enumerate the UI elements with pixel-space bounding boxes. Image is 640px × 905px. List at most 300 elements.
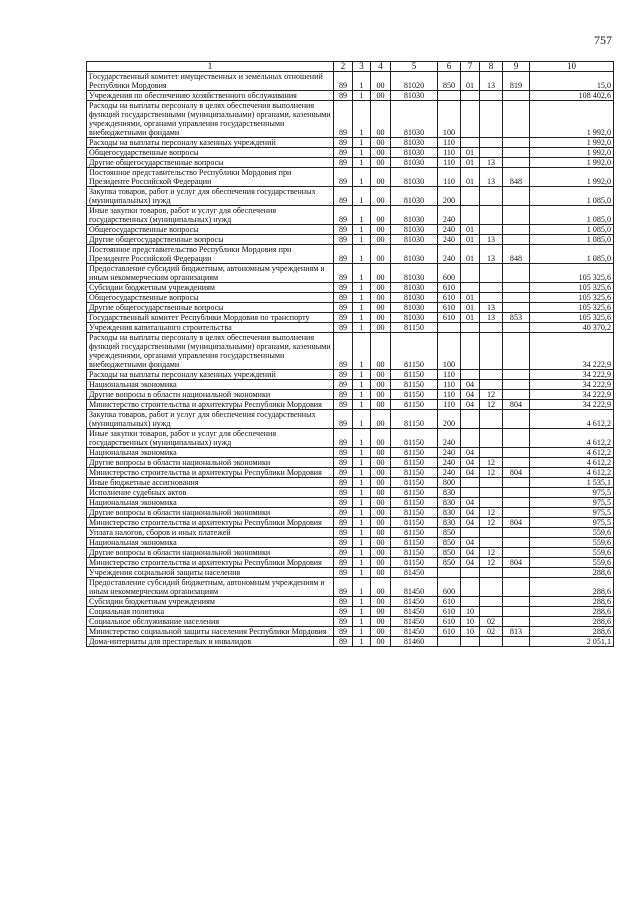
table-row	[87, 245, 614, 264]
table-row	[87, 410, 614, 429]
cell-code-2: 89	[334, 498, 353, 508]
cell-vr: 610	[438, 617, 461, 627]
cell-grbs: 804	[503, 558, 530, 568]
cell-target: 81030	[391, 168, 438, 187]
cell-grbs	[503, 187, 530, 206]
row-name: Закупка товаров, работ и услуг для обеспечения государственных (муниципальных) нужд	[87, 187, 334, 206]
cell-code-4: 00	[371, 91, 391, 101]
cell-code-3: 1	[353, 380, 371, 390]
cell-amount: 2 051,1	[530, 637, 614, 647]
table-row	[87, 283, 614, 293]
cell-grbs	[503, 448, 530, 458]
cell-pr: 13	[480, 303, 503, 313]
cell-amount: 288,6	[530, 568, 614, 578]
row-name: Другие общегосударственные вопросы	[87, 303, 334, 313]
cell-code-4: 00	[371, 370, 391, 380]
cell-code-4: 00	[371, 264, 391, 283]
cell-code-4: 00	[371, 380, 391, 390]
cell-vr: 610	[438, 597, 461, 607]
row-name: Национальная экономика	[87, 448, 334, 458]
row-name: Министерство строительства и архитектуры Республики Мордовия	[87, 558, 334, 568]
table-row	[87, 225, 614, 235]
cell-pr: 13	[480, 168, 503, 187]
row-name: Иные бюджетные ассигнования	[87, 478, 334, 488]
cell-rz: 01	[461, 245, 480, 264]
cell-grbs	[503, 548, 530, 558]
table-row	[87, 429, 614, 448]
cell-grbs: 853	[503, 313, 530, 323]
cell-code-3: 1	[353, 627, 371, 637]
row-name: Другие вопросы в области национальной экономики	[87, 508, 334, 518]
cell-rz: 01	[461, 168, 480, 187]
cell-grbs: 848	[503, 168, 530, 187]
cell-vr: 110	[438, 400, 461, 410]
table-row	[87, 72, 614, 91]
cell-code-4: 00	[371, 187, 391, 206]
table-row	[87, 458, 614, 468]
cell-code-3: 1	[353, 578, 371, 597]
cell-code-4: 00	[371, 508, 391, 518]
cell-pr	[480, 225, 503, 235]
cell-amount: 40 370,2	[530, 323, 614, 333]
cell-code-2: 89	[334, 283, 353, 293]
cell-pr: 12	[480, 548, 503, 558]
cell-target: 81030	[391, 138, 438, 148]
cell-code-4: 00	[371, 627, 391, 637]
cell-code-3: 1	[353, 390, 371, 400]
cell-code-4: 00	[371, 429, 391, 448]
cell-target: 81450	[391, 617, 438, 627]
cell-code-3: 1	[353, 488, 371, 498]
cell-code-3: 1	[353, 637, 371, 647]
cell-grbs: 804	[503, 400, 530, 410]
table-row	[87, 380, 614, 390]
table-row	[87, 637, 614, 647]
cell-code-3: 1	[353, 518, 371, 528]
cell-grbs	[503, 578, 530, 597]
cell-rz: 04	[461, 468, 480, 478]
cell-rz: 10	[461, 617, 480, 627]
cell-code-2: 89	[334, 558, 353, 568]
cell-pr: 12	[480, 458, 503, 468]
budget-table	[86, 61, 614, 647]
cell-amount: 1 085,0	[530, 245, 614, 264]
row-name: Субсидии бюджетным учреждениям	[87, 283, 334, 293]
cell-rz: 01	[461, 303, 480, 313]
row-name: Другие общегосударственные вопросы	[87, 158, 334, 168]
cell-vr: 830	[438, 508, 461, 518]
cell-code-4: 00	[371, 548, 391, 558]
cell-target: 81150	[391, 429, 438, 448]
row-name: Государственный комитет имущественных и земельных отношений Республики Мордовия	[87, 72, 334, 91]
cell-rz	[461, 528, 480, 538]
cell-code-3: 1	[353, 448, 371, 458]
cell-grbs	[503, 370, 530, 380]
cell-vr: 830	[438, 498, 461, 508]
cell-amount: 4 612,2	[530, 410, 614, 429]
cell-vr: 110	[438, 138, 461, 148]
cell-target: 81450	[391, 597, 438, 607]
cell-code-2: 89	[334, 187, 353, 206]
cell-target: 81030	[391, 206, 438, 225]
column-header: 3	[353, 62, 371, 72]
row-name: Дома-интернаты для престарелых и инвалидов	[87, 637, 334, 647]
cell-rz: 04	[461, 498, 480, 508]
cell-target: 81030	[391, 158, 438, 168]
cell-vr: 240	[438, 458, 461, 468]
table-row	[87, 498, 614, 508]
cell-rz	[461, 478, 480, 488]
cell-amount: 34 222,9	[530, 400, 614, 410]
cell-target: 81030	[391, 313, 438, 323]
cell-pr	[480, 578, 503, 597]
cell-amount: 975,5	[530, 488, 614, 498]
cell-code-3: 1	[353, 283, 371, 293]
cell-pr	[480, 429, 503, 448]
table-row	[87, 206, 614, 225]
cell-code-3: 1	[353, 313, 371, 323]
cell-target: 81450	[391, 578, 438, 597]
cell-code-2: 89	[334, 370, 353, 380]
cell-code-4: 00	[371, 323, 391, 333]
cell-grbs	[503, 323, 530, 333]
cell-amount: 1 992,0	[530, 101, 614, 138]
cell-code-3: 1	[353, 101, 371, 138]
cell-code-3: 1	[353, 410, 371, 429]
cell-pr: 13	[480, 72, 503, 91]
cell-code-4: 00	[371, 390, 391, 400]
cell-target: 81020	[391, 72, 438, 91]
row-name: Расходы на выплаты персоналу казенных учреждений	[87, 138, 334, 148]
cell-code-4: 00	[371, 568, 391, 578]
cell-rz: 04	[461, 538, 480, 548]
cell-target: 81030	[391, 245, 438, 264]
cell-code-4: 00	[371, 138, 391, 148]
cell-code-4: 00	[371, 333, 391, 370]
table-row	[87, 508, 614, 518]
cell-code-4: 00	[371, 558, 391, 568]
cell-code-4: 00	[371, 313, 391, 323]
cell-vr: 200	[438, 187, 461, 206]
cell-code-3: 1	[353, 245, 371, 264]
cell-pr	[480, 637, 503, 647]
row-name: Национальная экономика	[87, 380, 334, 390]
cell-vr: 850	[438, 538, 461, 548]
cell-pr	[480, 488, 503, 498]
cell-grbs: 804	[503, 518, 530, 528]
row-name: Постоянное представительство Республики Мордовия при Президенте Российской Федерации	[87, 245, 334, 264]
cell-vr: 240	[438, 448, 461, 458]
cell-amount: 34 222,9	[530, 390, 614, 400]
cell-vr	[438, 323, 461, 333]
cell-rz	[461, 637, 480, 647]
cell-code-2: 89	[334, 538, 353, 548]
cell-code-4: 00	[371, 468, 391, 478]
cell-pr: 12	[480, 468, 503, 478]
table-row	[87, 548, 614, 558]
cell-target: 81460	[391, 637, 438, 647]
cell-code-4: 00	[371, 225, 391, 235]
cell-code-4: 00	[371, 283, 391, 293]
cell-amount: 15,0	[530, 72, 614, 91]
cell-pr	[480, 148, 503, 158]
cell-code-3: 1	[353, 168, 371, 187]
cell-grbs	[503, 390, 530, 400]
cell-code-3: 1	[353, 225, 371, 235]
cell-code-2: 89	[334, 637, 353, 647]
cell-target: 81150	[391, 548, 438, 558]
cell-pr	[480, 478, 503, 488]
table-row	[87, 101, 614, 138]
cell-target: 81030	[391, 187, 438, 206]
cell-code-2: 89	[334, 488, 353, 498]
cell-target: 81030	[391, 148, 438, 158]
cell-amount: 34 222,9	[530, 333, 614, 370]
table-row	[87, 148, 614, 158]
cell-pr	[480, 597, 503, 607]
cell-rz	[461, 410, 480, 429]
cell-vr: 610	[438, 283, 461, 293]
cell-target: 81150	[391, 390, 438, 400]
cell-vr: 600	[438, 578, 461, 597]
cell-rz	[461, 101, 480, 138]
cell-code-2: 89	[334, 206, 353, 225]
cell-code-3: 1	[353, 400, 371, 410]
cell-code-2: 89	[334, 508, 353, 518]
cell-vr: 200	[438, 410, 461, 429]
cell-target: 81450	[391, 607, 438, 617]
cell-grbs: 848	[503, 245, 530, 264]
cell-code-4: 00	[371, 101, 391, 138]
cell-code-2: 89	[334, 617, 353, 627]
row-name: Учреждения социальной защиты населения	[87, 568, 334, 578]
table-row	[87, 488, 614, 498]
cell-amount: 4 612,2	[530, 429, 614, 448]
cell-code-3: 1	[353, 478, 371, 488]
cell-code-4: 00	[371, 72, 391, 91]
cell-code-3: 1	[353, 548, 371, 558]
cell-grbs	[503, 158, 530, 168]
cell-code-2: 89	[334, 225, 353, 235]
cell-code-4: 00	[371, 168, 391, 187]
row-name: Предоставление субсидий бюджетным, автономным учреждениям и иным некоммерческим организациям	[87, 264, 334, 283]
cell-rz	[461, 206, 480, 225]
cell-code-2: 89	[334, 138, 353, 148]
cell-amount: 108 402,6	[530, 91, 614, 101]
table-row	[87, 627, 614, 637]
table-row	[87, 478, 614, 488]
cell-pr: 13	[480, 158, 503, 168]
cell-code-3: 1	[353, 323, 371, 333]
cell-code-2: 89	[334, 72, 353, 91]
cell-amount: 34 222,9	[530, 370, 614, 380]
cell-code-4: 00	[371, 528, 391, 538]
cell-code-2: 89	[334, 333, 353, 370]
cell-grbs: 804	[503, 468, 530, 478]
cell-code-4: 00	[371, 538, 391, 548]
cell-code-4: 00	[371, 478, 391, 488]
cell-code-4: 00	[371, 607, 391, 617]
cell-amount: 1 992,0	[530, 138, 614, 148]
row-name: Государственный комитет Республики Мордовия по транспорту	[87, 313, 334, 323]
row-name: Расходы на выплаты персоналу казенных учреждений	[87, 370, 334, 380]
cell-code-3: 1	[353, 91, 371, 101]
cell-grbs	[503, 508, 530, 518]
cell-grbs	[503, 597, 530, 607]
cell-pr	[480, 91, 503, 101]
cell-pr: 12	[480, 400, 503, 410]
cell-code-3: 1	[353, 158, 371, 168]
cell-rz: 01	[461, 158, 480, 168]
cell-rz: 04	[461, 400, 480, 410]
table-row	[87, 158, 614, 168]
cell-rz: 04	[461, 548, 480, 558]
cell-grbs	[503, 429, 530, 448]
row-name: Закупка товаров, работ и услуг для обеспечения государственных (муниципальных) нужд	[87, 410, 334, 429]
cell-vr: 800	[438, 478, 461, 488]
cell-target: 81150	[391, 380, 438, 390]
cell-target: 81150	[391, 488, 438, 498]
cell-amount: 1 085,0	[530, 235, 614, 245]
column-header: 9	[503, 62, 530, 72]
cell-target: 81150	[391, 400, 438, 410]
column-header: 7	[461, 62, 480, 72]
row-name: Социальная политика	[87, 607, 334, 617]
column-header: 6	[438, 62, 461, 72]
cell-code-2: 89	[334, 168, 353, 187]
cell-pr	[480, 333, 503, 370]
cell-rz	[461, 370, 480, 380]
cell-rz: 04	[461, 380, 480, 390]
cell-grbs	[503, 478, 530, 488]
cell-pr: 02	[480, 627, 503, 637]
row-name: Национальная экономика	[87, 538, 334, 548]
column-header: 5	[391, 62, 438, 72]
table-row	[87, 448, 614, 458]
row-name: Общегосударственные вопросы	[87, 148, 334, 158]
cell-rz: 01	[461, 235, 480, 245]
cell-code-3: 1	[353, 528, 371, 538]
cell-code-4: 00	[371, 303, 391, 313]
cell-grbs	[503, 91, 530, 101]
cell-grbs	[503, 568, 530, 578]
cell-code-2: 89	[334, 148, 353, 158]
cell-target: 81150	[391, 528, 438, 538]
cell-code-4: 00	[371, 400, 391, 410]
cell-code-4: 00	[371, 578, 391, 597]
cell-code-3: 1	[353, 498, 371, 508]
cell-target: 81150	[391, 448, 438, 458]
cell-amount: 105 325,6	[530, 264, 614, 283]
cell-vr: 100	[438, 333, 461, 370]
cell-grbs	[503, 637, 530, 647]
cell-pr	[480, 264, 503, 283]
cell-vr: 610	[438, 293, 461, 303]
cell-code-4: 00	[371, 518, 391, 528]
table-row	[87, 597, 614, 607]
cell-target: 81150	[391, 323, 438, 333]
cell-amount: 975,5	[530, 508, 614, 518]
cell-vr: 100	[438, 101, 461, 138]
cell-grbs	[503, 458, 530, 468]
cell-code-3: 1	[353, 538, 371, 548]
cell-rz	[461, 323, 480, 333]
cell-code-3: 1	[353, 458, 371, 468]
cell-pr	[480, 498, 503, 508]
cell-grbs	[503, 235, 530, 245]
cell-vr: 610	[438, 607, 461, 617]
cell-vr: 850	[438, 528, 461, 538]
cell-pr	[480, 380, 503, 390]
cell-code-2: 89	[334, 568, 353, 578]
row-name: Постоянное представительство Республики Мордовия при Президенте Российской Федерации	[87, 168, 334, 187]
cell-rz: 04	[461, 458, 480, 468]
row-name: Учреждения по обеспечению хозяйственного обслуживания	[87, 91, 334, 101]
cell-target: 81030	[391, 235, 438, 245]
cell-code-4: 00	[371, 206, 391, 225]
cell-code-2: 89	[334, 293, 353, 303]
cell-rz: 10	[461, 627, 480, 637]
cell-code-3: 1	[353, 429, 371, 448]
cell-target: 81150	[391, 458, 438, 468]
row-name: Расходы на выплаты персоналу в целях обеспечения выполнения функций государственными (муниципальными) органами, казенными учреждениями, органами управления государственными внебюджетными фондами	[87, 101, 334, 138]
cell-code-3: 1	[353, 468, 371, 478]
cell-amount: 288,6	[530, 627, 614, 637]
cell-rz	[461, 578, 480, 597]
table-body	[87, 72, 614, 647]
cell-grbs	[503, 303, 530, 313]
cell-grbs	[503, 538, 530, 548]
cell-rz: 04	[461, 518, 480, 528]
cell-vr: 610	[438, 627, 461, 637]
cell-vr: 240	[438, 245, 461, 264]
column-header: 1	[87, 62, 334, 72]
cell-amount: 975,5	[530, 518, 614, 528]
cell-grbs: 813	[503, 627, 530, 637]
cell-code-3: 1	[353, 138, 371, 148]
cell-code-3: 1	[353, 72, 371, 91]
cell-code-3: 1	[353, 333, 371, 370]
row-name: Министерство социальной защиты населения Республики Мордовия	[87, 627, 334, 637]
cell-target: 81030	[391, 283, 438, 293]
cell-pr	[480, 538, 503, 548]
cell-amount: 34 222,9	[530, 380, 614, 390]
row-name: Министерство строительства и архитектуры Республики Мордовия	[87, 400, 334, 410]
cell-grbs	[503, 293, 530, 303]
cell-code-2: 89	[334, 548, 353, 558]
cell-target: 81150	[391, 333, 438, 370]
cell-code-2: 89	[334, 410, 353, 429]
cell-vr: 110	[438, 148, 461, 158]
page-number: 757	[594, 33, 612, 47]
row-name: Общегосударственные вопросы	[87, 225, 334, 235]
cell-code-2: 89	[334, 235, 353, 245]
table-header-row	[87, 62, 614, 72]
cell-code-2: 89	[334, 380, 353, 390]
row-name: Исполнение судебных актов	[87, 488, 334, 498]
cell-code-4: 00	[371, 158, 391, 168]
cell-vr	[438, 91, 461, 101]
cell-code-2: 89	[334, 597, 353, 607]
cell-vr	[438, 568, 461, 578]
column-header: 10	[530, 62, 614, 72]
cell-code-2: 89	[334, 245, 353, 264]
cell-grbs	[503, 138, 530, 148]
cell-pr	[480, 101, 503, 138]
cell-code-4: 00	[371, 235, 391, 245]
cell-rz	[461, 187, 480, 206]
cell-pr: 12	[480, 558, 503, 568]
